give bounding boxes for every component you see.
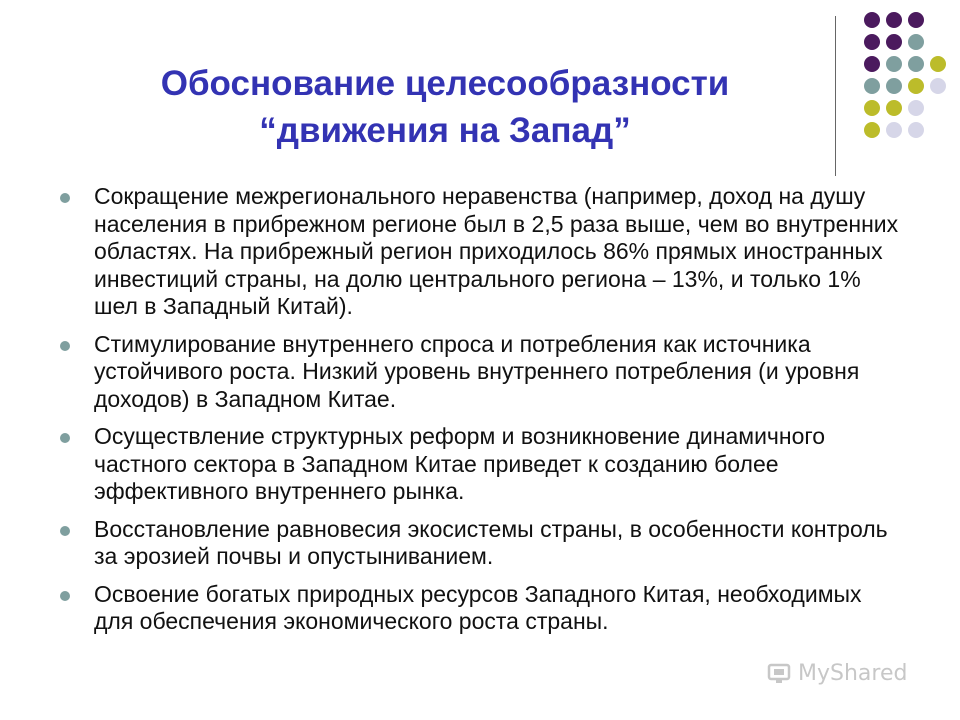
decorative-dot <box>886 34 902 50</box>
bullet-icon <box>60 193 70 203</box>
decorative-dot <box>864 78 880 94</box>
watermark <box>766 656 936 690</box>
decorative-dot <box>908 34 924 50</box>
myshared-logo-icon <box>766 660 792 686</box>
decorative-dot-grid <box>846 12 946 172</box>
decorative-dot <box>908 122 924 138</box>
bullet-icon <box>60 341 70 351</box>
slide-title <box>100 60 790 154</box>
bullet-text: Осуществление структурных реформ и возникновение динамичного частного сектора в Западном Китае приведет к созданию более эффективного внутреннего рынка. <box>94 423 826 504</box>
title-line-2: “движения на Запад” <box>259 111 631 150</box>
decorative-dot <box>886 100 902 116</box>
bullet-text: Сокращение межрегионального неравенства (например, доход на душу населения в прибрежном регионе был в 2,5 раза выше, чем во внутренних областях. На прибрежный регион приходилось 86% прямых иностранных инвестиций страны, на долю центрального региона – 13%, и только 1% шел в Западный Китай). <box>94 183 899 319</box>
bullet-icon <box>60 591 70 601</box>
decorative-dot <box>864 12 880 28</box>
decorative-dot <box>908 12 924 28</box>
decorative-dot <box>930 78 946 94</box>
decorative-dot <box>908 78 924 94</box>
bullet-text: Восстановление равновесия экосистемы страны, в особенности контроль за эрозией почвы и опустыниванием. <box>94 515 888 569</box>
bullet-icon <box>60 433 70 443</box>
decorative-dot <box>908 56 924 72</box>
decorative-dot <box>886 56 902 72</box>
decorative-dot <box>864 34 880 50</box>
bullet-item <box>56 183 906 321</box>
bullet-icon <box>60 526 70 536</box>
decorative-dot <box>864 122 880 138</box>
decorative-divider <box>835 16 836 176</box>
bullet-text: Стимулирование внутреннего спроса и потребления как источника устойчивого роста. Низкий уровень внутреннего потребления (и уровня доходов) в Западном Китае. <box>94 330 860 412</box>
decorative-dot <box>864 100 880 116</box>
decorative-dot <box>886 12 902 28</box>
bullet-item <box>56 331 906 414</box>
decorative-dot <box>886 78 902 94</box>
bullet-item <box>56 516 906 571</box>
decorative-dot <box>864 56 880 72</box>
decorative-dot <box>908 100 924 116</box>
watermark-text: MyShared <box>798 660 908 686</box>
bullet-item <box>56 423 906 506</box>
title-line-1: Обоснование целесообразности <box>160 64 730 103</box>
decorative-dot <box>930 56 946 72</box>
bullet-list <box>56 183 906 646</box>
bullet-text: Освоение богатых природных ресурсов Западного Китая, необходимых для обеспечения экономического роста страны. <box>94 580 862 634</box>
bullet-item <box>56 581 906 636</box>
decorative-dot <box>886 122 902 138</box>
